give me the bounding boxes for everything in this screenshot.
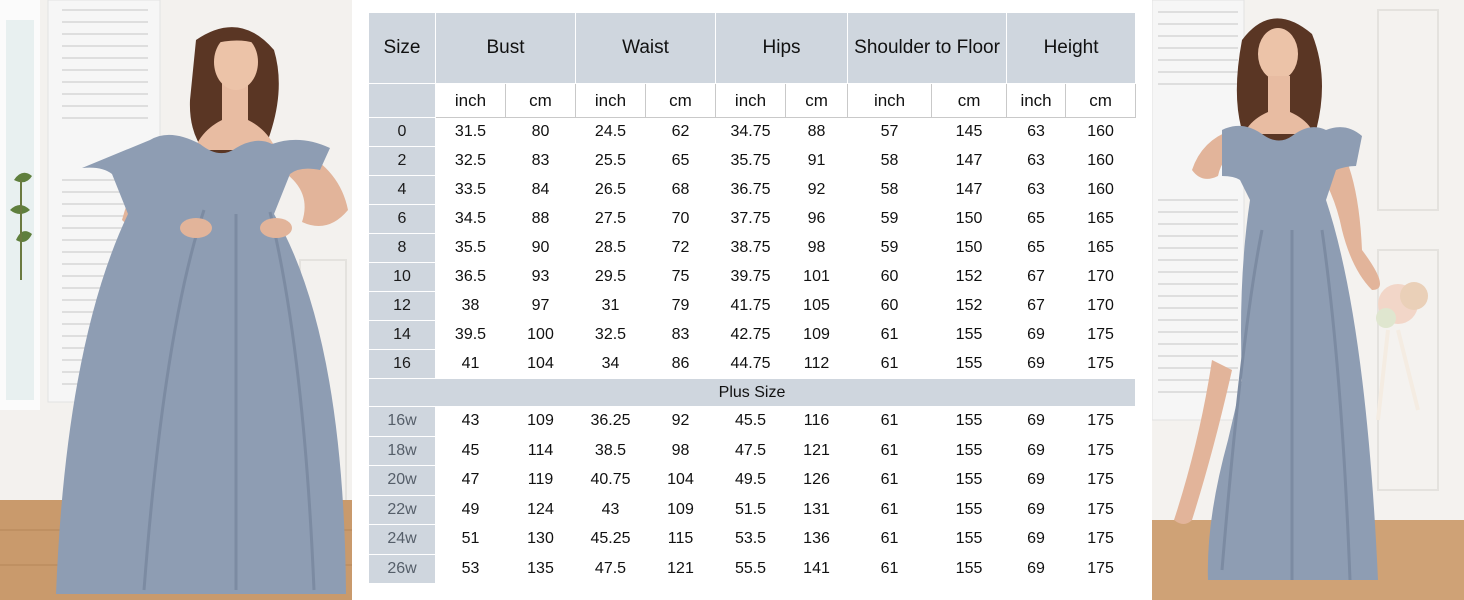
value-cell: 175 xyxy=(1066,407,1136,437)
value-cell: 150 xyxy=(932,234,1007,263)
header-size: Size xyxy=(369,13,436,84)
header-height: Height xyxy=(1007,13,1136,84)
plus-size-row xyxy=(369,379,1136,407)
value-cell: 59 xyxy=(848,234,932,263)
table-row xyxy=(369,205,1136,234)
size-cell: 0 xyxy=(369,118,436,147)
value-cell: 80 xyxy=(506,118,576,147)
unit-row xyxy=(369,84,1136,118)
value-cell: 61 xyxy=(848,407,932,437)
value-cell: 69 xyxy=(1007,350,1066,379)
value-cell: 93 xyxy=(506,263,576,292)
value-cell: 152 xyxy=(932,292,1007,321)
table-row xyxy=(369,147,1136,176)
unit-label: inch xyxy=(716,84,786,118)
value-cell: 43 xyxy=(436,407,506,437)
value-cell: 155 xyxy=(932,554,1007,584)
value-cell: 45.5 xyxy=(716,407,786,437)
value-cell: 68 xyxy=(646,176,716,205)
regular-sizes xyxy=(369,118,1136,379)
value-cell: 55.5 xyxy=(716,554,786,584)
value-cell: 141 xyxy=(786,554,848,584)
value-cell: 69 xyxy=(1007,466,1066,496)
value-cell: 37.75 xyxy=(716,205,786,234)
value-cell: 51.5 xyxy=(716,495,786,525)
value-cell: 160 xyxy=(1066,118,1136,147)
header-waist: Waist xyxy=(576,13,716,84)
value-cell: 145 xyxy=(932,118,1007,147)
value-cell: 41.75 xyxy=(716,292,786,321)
value-cell: 83 xyxy=(646,321,716,350)
value-cell: 119 xyxy=(506,466,576,496)
value-cell: 155 xyxy=(932,495,1007,525)
value-cell: 109 xyxy=(786,321,848,350)
value-cell: 160 xyxy=(1066,176,1136,205)
size-cell: 14 xyxy=(369,321,436,350)
value-cell: 72 xyxy=(646,234,716,263)
value-cell: 38 xyxy=(436,292,506,321)
value-cell: 116 xyxy=(786,407,848,437)
value-cell: 147 xyxy=(932,176,1007,205)
value-cell: 45 xyxy=(436,436,506,466)
value-cell: 61 xyxy=(848,466,932,496)
value-cell: 69 xyxy=(1007,321,1066,350)
value-cell: 109 xyxy=(646,495,716,525)
value-cell: 63 xyxy=(1007,118,1066,147)
value-cell: 75 xyxy=(646,263,716,292)
value-cell: 147 xyxy=(932,147,1007,176)
value-cell: 109 xyxy=(506,407,576,437)
value-cell: 53.5 xyxy=(716,525,786,555)
model-photo-right xyxy=(1152,0,1464,600)
value-cell: 112 xyxy=(786,350,848,379)
value-cell: 69 xyxy=(1007,525,1066,555)
value-cell: 47.5 xyxy=(576,554,646,584)
value-cell: 69 xyxy=(1007,436,1066,466)
header-shoulder-to-floor: Shoulder to Floor xyxy=(848,13,1007,84)
plus-table-row xyxy=(369,466,1136,496)
value-cell: 29.5 xyxy=(576,263,646,292)
value-cell: 25.5 xyxy=(576,147,646,176)
value-cell: 63 xyxy=(1007,176,1066,205)
value-cell: 28.5 xyxy=(576,234,646,263)
table-row xyxy=(369,263,1136,292)
value-cell: 34.5 xyxy=(436,205,506,234)
value-cell: 170 xyxy=(1066,292,1136,321)
value-cell: 26.5 xyxy=(576,176,646,205)
value-cell: 175 xyxy=(1066,495,1136,525)
table-row xyxy=(369,292,1136,321)
value-cell: 65 xyxy=(1007,205,1066,234)
value-cell: 96 xyxy=(786,205,848,234)
value-cell: 170 xyxy=(1066,263,1136,292)
unit-label: inch xyxy=(576,84,646,118)
value-cell: 57 xyxy=(848,118,932,147)
value-cell: 62 xyxy=(646,118,716,147)
plus-table-row xyxy=(369,525,1136,555)
value-cell: 63 xyxy=(1007,147,1066,176)
table-row xyxy=(369,176,1136,205)
value-cell: 41 xyxy=(436,350,506,379)
value-cell: 34 xyxy=(576,350,646,379)
value-cell: 60 xyxy=(848,263,932,292)
value-cell: 135 xyxy=(506,554,576,584)
value-cell: 115 xyxy=(646,525,716,555)
value-cell: 39.75 xyxy=(716,263,786,292)
value-cell: 36.25 xyxy=(576,407,646,437)
value-cell: 100 xyxy=(506,321,576,350)
model-photo-left xyxy=(0,0,352,600)
size-chart xyxy=(368,12,1135,588)
value-cell: 165 xyxy=(1066,205,1136,234)
value-cell: 160 xyxy=(1066,147,1136,176)
size-cell: 22w xyxy=(369,495,436,525)
size-cell: 12 xyxy=(369,292,436,321)
value-cell: 34.75 xyxy=(716,118,786,147)
value-cell: 27.5 xyxy=(576,205,646,234)
value-cell: 175 xyxy=(1066,436,1136,466)
size-cell: 26w xyxy=(369,554,436,584)
plus-size-label: Plus Size xyxy=(369,379,1136,407)
value-cell: 104 xyxy=(506,350,576,379)
value-cell: 155 xyxy=(932,350,1007,379)
plus-sizes xyxy=(369,407,1136,584)
size-cell: 8 xyxy=(369,234,436,263)
size-cell: 20w xyxy=(369,466,436,496)
value-cell: 31.5 xyxy=(436,118,506,147)
value-cell: 175 xyxy=(1066,554,1136,584)
value-cell: 83 xyxy=(506,147,576,176)
value-cell: 61 xyxy=(848,495,932,525)
value-cell: 88 xyxy=(786,118,848,147)
plus-table-row xyxy=(369,407,1136,437)
unit-label: cm xyxy=(506,84,576,118)
value-cell: 47 xyxy=(436,466,506,496)
value-cell: 39.5 xyxy=(436,321,506,350)
value-cell: 91 xyxy=(786,147,848,176)
plus-table-row xyxy=(369,436,1136,466)
table-row xyxy=(369,234,1136,263)
value-cell: 130 xyxy=(506,525,576,555)
value-cell: 61 xyxy=(848,350,932,379)
value-cell: 61 xyxy=(848,321,932,350)
value-cell: 90 xyxy=(506,234,576,263)
value-cell: 31 xyxy=(576,292,646,321)
size-cell: 10 xyxy=(369,263,436,292)
size-cell: 16w xyxy=(369,407,436,437)
value-cell: 65 xyxy=(646,147,716,176)
value-cell: 104 xyxy=(646,466,716,496)
value-cell: 155 xyxy=(932,525,1007,555)
value-cell: 175 xyxy=(1066,525,1136,555)
value-cell: 61 xyxy=(848,554,932,584)
value-cell: 175 xyxy=(1066,350,1136,379)
value-cell: 67 xyxy=(1007,292,1066,321)
value-cell: 58 xyxy=(848,147,932,176)
value-cell: 165 xyxy=(1066,234,1136,263)
value-cell: 121 xyxy=(786,436,848,466)
value-cell: 38.5 xyxy=(576,436,646,466)
value-cell: 136 xyxy=(786,525,848,555)
value-cell: 53 xyxy=(436,554,506,584)
value-cell: 35.5 xyxy=(436,234,506,263)
value-cell: 59 xyxy=(848,205,932,234)
value-cell: 38.75 xyxy=(716,234,786,263)
value-cell: 69 xyxy=(1007,407,1066,437)
header-bust: Bust xyxy=(436,13,576,84)
value-cell: 152 xyxy=(932,263,1007,292)
value-cell: 92 xyxy=(646,407,716,437)
value-cell: 42.75 xyxy=(716,321,786,350)
value-cell: 98 xyxy=(646,436,716,466)
header-row xyxy=(369,13,1136,84)
value-cell: 105 xyxy=(786,292,848,321)
plus-table-row xyxy=(369,554,1136,584)
value-cell: 40.75 xyxy=(576,466,646,496)
value-cell: 49.5 xyxy=(716,466,786,496)
value-cell: 44.75 xyxy=(716,350,786,379)
value-cell: 101 xyxy=(786,263,848,292)
unit-blank xyxy=(369,84,436,118)
value-cell: 155 xyxy=(932,436,1007,466)
value-cell: 49 xyxy=(436,495,506,525)
value-cell: 35.75 xyxy=(716,147,786,176)
value-cell: 88 xyxy=(506,205,576,234)
unit-label: inch xyxy=(436,84,506,118)
value-cell: 131 xyxy=(786,495,848,525)
value-cell: 36.75 xyxy=(716,176,786,205)
unit-label: inch xyxy=(848,84,932,118)
value-cell: 97 xyxy=(506,292,576,321)
value-cell: 155 xyxy=(932,466,1007,496)
value-cell: 61 xyxy=(848,525,932,555)
unit-label: inch xyxy=(1007,84,1066,118)
size-cell: 6 xyxy=(369,205,436,234)
plus-table-row xyxy=(369,495,1136,525)
value-cell: 60 xyxy=(848,292,932,321)
table-row xyxy=(369,321,1136,350)
table-row xyxy=(369,350,1136,379)
size-cell: 2 xyxy=(369,147,436,176)
value-cell: 86 xyxy=(646,350,716,379)
value-cell: 98 xyxy=(786,234,848,263)
value-cell: 32.5 xyxy=(576,321,646,350)
value-cell: 175 xyxy=(1066,466,1136,496)
value-cell: 126 xyxy=(786,466,848,496)
value-cell: 36.5 xyxy=(436,263,506,292)
unit-label: cm xyxy=(932,84,1007,118)
value-cell: 65 xyxy=(1007,234,1066,263)
value-cell: 69 xyxy=(1007,554,1066,584)
size-cell: 4 xyxy=(369,176,436,205)
value-cell: 84 xyxy=(506,176,576,205)
unit-label: cm xyxy=(646,84,716,118)
unit-label: cm xyxy=(1066,84,1136,118)
value-cell: 150 xyxy=(932,205,1007,234)
size-table xyxy=(368,12,1136,584)
value-cell: 124 xyxy=(506,495,576,525)
size-cell: 24w xyxy=(369,525,436,555)
header-hips: Hips xyxy=(716,13,848,84)
unit-label: cm xyxy=(786,84,848,118)
value-cell: 155 xyxy=(932,321,1007,350)
value-cell: 114 xyxy=(506,436,576,466)
value-cell: 47.5 xyxy=(716,436,786,466)
value-cell: 61 xyxy=(848,436,932,466)
table-row xyxy=(369,118,1136,147)
size-cell: 16 xyxy=(369,350,436,379)
value-cell: 43 xyxy=(576,495,646,525)
value-cell: 70 xyxy=(646,205,716,234)
value-cell: 51 xyxy=(436,525,506,555)
value-cell: 155 xyxy=(932,407,1007,437)
value-cell: 121 xyxy=(646,554,716,584)
value-cell: 67 xyxy=(1007,263,1066,292)
value-cell: 69 xyxy=(1007,495,1066,525)
value-cell: 92 xyxy=(786,176,848,205)
value-cell: 33.5 xyxy=(436,176,506,205)
size-cell: 18w xyxy=(369,436,436,466)
value-cell: 24.5 xyxy=(576,118,646,147)
value-cell: 58 xyxy=(848,176,932,205)
value-cell: 79 xyxy=(646,292,716,321)
value-cell: 175 xyxy=(1066,321,1136,350)
value-cell: 45.25 xyxy=(576,525,646,555)
value-cell: 32.5 xyxy=(436,147,506,176)
